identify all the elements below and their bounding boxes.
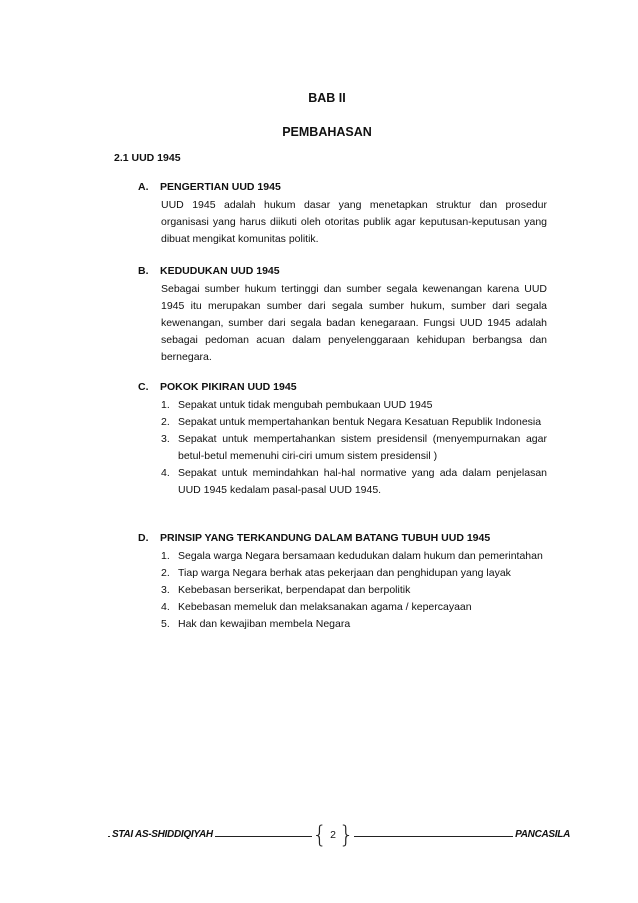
footer-institution: STAI AS-SHIDDIQIYAH	[112, 829, 213, 840]
list-item	[161, 582, 547, 599]
page-title: PEMBAHASAN	[282, 125, 372, 139]
section-letter: B.	[138, 265, 149, 277]
list-text: Sepakat untuk mempertahankan sistem presidensil (menyempurnakan agar betul-betul memenuhi ciri-ciri umum sistem presidensil )	[178, 433, 547, 462]
list-text: Tiap warga Negara berhak atas pekerjaan dan penghidupan yang layak	[178, 567, 511, 579]
section-c-heading	[138, 381, 297, 393]
section-d-heading	[138, 532, 490, 544]
list-item	[161, 465, 547, 499]
list-number: 4.	[161, 601, 170, 613]
list-item	[161, 397, 547, 414]
section-d-list	[161, 548, 547, 633]
list-text: Hak dan kewajiban membela Negara	[178, 618, 351, 630]
list-number: 1.	[161, 399, 170, 411]
list-number: 1.	[161, 550, 170, 562]
list-number: 5.	[161, 618, 170, 630]
section-title: PENGERTIAN UUD 1945	[160, 181, 281, 193]
list-text: Segala warga Negara bersamaan kedudukan dalam hukum dan pemerintahan	[178, 550, 543, 562]
section-letter: A.	[138, 181, 149, 193]
section-b-paragraph: Sebagai sumber hukum tertinggi dan sumber segala kewenangan karena UUD 1945 itu merupakan sumber dari segala sumber hukum, sumber dari segala kewenangan, sumber dari segala badan kenegaraan. Fungsi UUD 1945 adalah sebagai pedoman acuan dalam penyelenggaraan kehidupan berbangsa dan bernegara.	[161, 283, 547, 363]
section-a-heading	[138, 181, 281, 193]
right-brace-icon: }	[338, 821, 354, 849]
list-number: 4.	[161, 467, 170, 479]
chapter-label: BAB II	[308, 91, 346, 105]
section-title: PRINSIP YANG TERKANDUNG DALAM BATANG TUBUH UUD 1945	[160, 532, 491, 544]
section-c-list	[161, 397, 547, 499]
section-letter: C.	[138, 381, 149, 393]
footer-subject: PANCASILA	[515, 829, 570, 840]
list-text: Sepakat untuk memindahkan hal-hal normative yang ada dalam penjelasan UUD 1945 kedalam pasal-pasal UUD 1945.	[178, 467, 547, 496]
list-number: 2.	[161, 416, 170, 428]
page-number-box	[312, 823, 354, 849]
page-number: 2	[330, 829, 336, 841]
list-number: 3.	[161, 433, 170, 445]
list-item	[161, 414, 547, 431]
section-b-heading	[138, 265, 280, 277]
list-item	[161, 599, 547, 616]
list-text: Sepakat untuk mempertahankan bentuk Negara Kesatuan Republik Indonesia	[178, 416, 542, 428]
subsection-heading: 2.1 UUD 1945	[114, 152, 181, 164]
section-a-paragraph: UUD 1945 adalah hukum dasar yang menetapkan struktur dan prosedur organisasi yang harus diikuti oleh otoritas publik agar keputusan-keputusan yang dibuat mengikat komunitas politik.	[161, 199, 547, 245]
list-text: Sepakat untuk tidak mengubah pembukaan UUD 1945	[178, 399, 433, 411]
list-item	[161, 548, 547, 565]
list-text: Kebebasan berserikat, berpendapat dan berpolitik	[178, 584, 411, 596]
list-number: 2.	[161, 567, 170, 579]
section-title: POKOK PIKIRAN UUD 1945	[160, 381, 297, 393]
list-item	[161, 616, 547, 633]
list-number: 3.	[161, 584, 170, 596]
list-item	[161, 565, 547, 582]
left-brace-icon: {	[312, 821, 328, 849]
section-title: KEDUDUKAN UUD 1945	[160, 265, 280, 277]
list-text: Kebebasan memeluk dan melaksanakan agama / kepercayaan	[178, 601, 472, 613]
section-letter: D.	[138, 532, 149, 544]
list-item	[161, 431, 547, 465]
